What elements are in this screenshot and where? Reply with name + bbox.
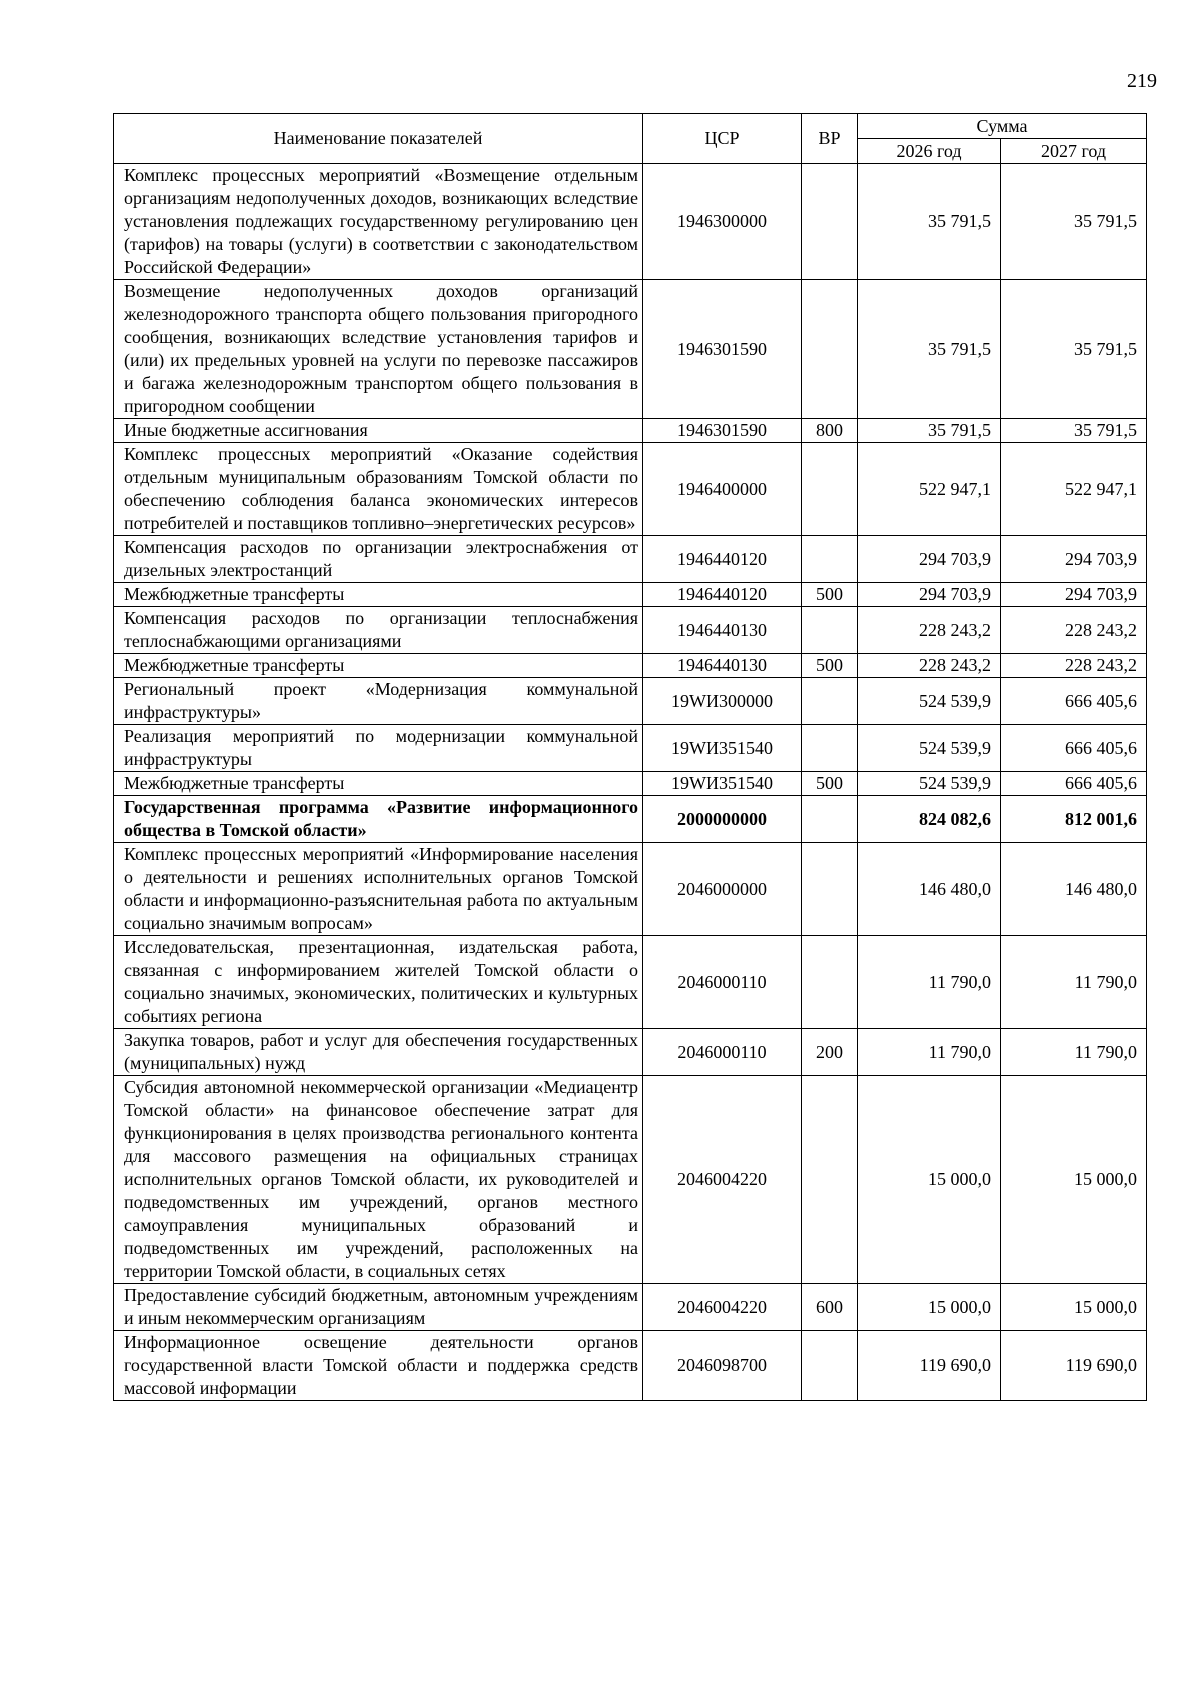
table-row — [114, 678, 1147, 725]
row-csr-cell: 1946301590 — [643, 280, 802, 419]
row-name-cell: Предоставление субсидий бюджетным, автономным учреждениям и иным некоммерческим организациям — [114, 1284, 643, 1331]
table-row — [114, 843, 1147, 936]
row-csr-cell: 1946440120 — [643, 536, 802, 583]
row-vr-cell: 200 — [802, 1029, 858, 1076]
table-row — [114, 936, 1147, 1029]
row-name-cell: Возмещение недополученных доходов организаций железнодорожного транспорта общего пользования пригородного сообщения, возникающих вследствие установления тарифов и (или) их предельных уровней на услуги по перевозке пассажиров и багажа железнодорожным транспортом общего пользования в пригородном сообщении — [114, 280, 643, 419]
row-vr-cell: 600 — [802, 1284, 858, 1331]
header-year-2027: 2027 год — [1001, 139, 1147, 164]
page-number: 219 — [1127, 70, 1157, 92]
row-amount-2027-cell: 666 405,6 — [1001, 678, 1147, 725]
row-name-cell: Компенсация расходов по организации электроснабжения от дизельных электростанций — [114, 536, 643, 583]
row-vr-cell — [802, 678, 858, 725]
table-row — [114, 280, 1147, 419]
table-row — [114, 419, 1147, 443]
row-csr-cell: 2046000000 — [643, 843, 802, 936]
row-amount-2026-cell: 228 243,2 — [858, 654, 1001, 678]
table-row — [114, 443, 1147, 536]
row-csr-cell: 1946400000 — [643, 443, 802, 536]
row-amount-2026-cell: 522 947,1 — [858, 443, 1001, 536]
row-amount-2027-cell: 146 480,0 — [1001, 843, 1147, 936]
row-amount-2026-cell: 524 539,9 — [858, 678, 1001, 725]
row-name-cell: Информационное освещение деятельности органов государственной власти Томской области и поддержка средств массовой информации — [114, 1331, 643, 1401]
row-amount-2026-cell: 35 791,5 — [858, 280, 1001, 419]
row-name-cell: Иные бюджетные ассигнования — [114, 419, 643, 443]
row-csr-cell: 2046000110 — [643, 936, 802, 1029]
header-name: Наименование показателей — [114, 114, 643, 164]
row-amount-2027-cell: 666 405,6 — [1001, 725, 1147, 772]
row-csr-cell: 2046098700 — [643, 1331, 802, 1401]
row-csr-cell: 2046004220 — [643, 1284, 802, 1331]
row-amount-2027-cell: 35 791,5 — [1001, 419, 1147, 443]
row-amount-2026-cell: 228 243,2 — [858, 607, 1001, 654]
row-name-cell: Региональный проект «Модернизация коммунальной инфраструктуры» — [114, 678, 643, 725]
row-name-cell: Межбюджетные трансферты — [114, 654, 643, 678]
header-csr: ЦСР — [643, 114, 802, 164]
row-name-cell: Закупка товаров, работ и услуг для обеспечения государственных (муниципальных) нужд — [114, 1029, 643, 1076]
row-amount-2026-cell: 11 790,0 — [858, 1029, 1001, 1076]
header-sum: Сумма — [858, 114, 1147, 139]
table-row — [114, 607, 1147, 654]
row-name-cell: Комплекс процессных мероприятий «Информирование населения о деятельности и решениях исполнительных органов Томской области и информационно-разъяснительная работа по актуальным социально значимым вопросам» — [114, 843, 643, 936]
row-name-cell: Исследовательская, презентационная, издательская работа, связанная с информированием жителей Томской области о социально значимых, экономических, политических и культурных событиях региона — [114, 936, 643, 1029]
row-amount-2026-cell: 119 690,0 — [858, 1331, 1001, 1401]
table-row — [114, 725, 1147, 772]
table-row — [114, 1029, 1147, 1076]
row-name-cell: Государственная программа «Развитие информационного общества в Томской области» — [114, 796, 643, 843]
row-csr-cell: 19WИ351540 — [643, 772, 802, 796]
row-csr-cell: 1946440130 — [643, 607, 802, 654]
row-name-cell: Реализация мероприятий по модернизации коммунальной инфраструктуры — [114, 725, 643, 772]
row-amount-2026-cell: 146 480,0 — [858, 843, 1001, 936]
row-amount-2026-cell: 35 791,5 — [858, 419, 1001, 443]
table-body — [114, 164, 1147, 1401]
row-amount-2026-cell: 524 539,9 — [858, 772, 1001, 796]
row-amount-2026-cell: 15 000,0 — [858, 1076, 1001, 1284]
row-name-cell: Межбюджетные трансферты — [114, 583, 643, 607]
table-row — [114, 796, 1147, 843]
row-csr-cell: 2000000000 — [643, 796, 802, 843]
row-vr-cell — [802, 443, 858, 536]
row-vr-cell — [802, 725, 858, 772]
row-vr-cell — [802, 164, 858, 280]
row-csr-cell: 19WИ351540 — [643, 725, 802, 772]
row-amount-2027-cell: 11 790,0 — [1001, 936, 1147, 1029]
row-vr-cell: 800 — [802, 419, 858, 443]
row-amount-2027-cell: 15 000,0 — [1001, 1284, 1147, 1331]
row-name-cell: Компенсация расходов по организации теплоснабжения теплоснабжающими организациями — [114, 607, 643, 654]
row-vr-cell — [802, 843, 858, 936]
row-csr-cell: 2046004220 — [643, 1076, 802, 1284]
row-amount-2026-cell: 294 703,9 — [858, 583, 1001, 607]
table-row — [114, 583, 1147, 607]
row-vr-cell — [802, 1331, 858, 1401]
row-amount-2027-cell: 812 001,6 — [1001, 796, 1147, 843]
table-row — [114, 654, 1147, 678]
table-header-row — [114, 114, 1147, 139]
row-amount-2027-cell: 11 790,0 — [1001, 1029, 1147, 1076]
row-amount-2027-cell: 294 703,9 — [1001, 583, 1147, 607]
row-csr-cell: 2046000110 — [643, 1029, 802, 1076]
row-amount-2027-cell: 15 000,0 — [1001, 1076, 1147, 1284]
row-name-cell: Субсидия автономной некоммерческой организации «Медиацентр Томской области» на финансовое обеспечение затрат для функционирования в целях производства регионального контента для массового размещения на официальных страницах исполнительных органов Томской области, их руководителей и подведомственных им учреждений, органов местного самоуправления муниципальных образований и подведомственных им учреждений, расположенных на территории Томской области, в социальных сетях — [114, 1076, 643, 1284]
table-row — [114, 772, 1147, 796]
table-row — [114, 1076, 1147, 1284]
row-csr-cell: 1946300000 — [643, 164, 802, 280]
budget-table — [113, 113, 1147, 1401]
row-csr-cell: 1946440120 — [643, 583, 802, 607]
table-row — [114, 1331, 1147, 1401]
row-name-cell: Межбюджетные трансферты — [114, 772, 643, 796]
header-vr: ВР — [802, 114, 858, 164]
table-row — [114, 536, 1147, 583]
row-amount-2026-cell: 524 539,9 — [858, 725, 1001, 772]
row-vr-cell — [802, 796, 858, 843]
row-amount-2027-cell: 294 703,9 — [1001, 536, 1147, 583]
row-amount-2027-cell: 35 791,5 — [1001, 164, 1147, 280]
row-amount-2027-cell: 119 690,0 — [1001, 1331, 1147, 1401]
row-vr-cell: 500 — [802, 772, 858, 796]
row-name-cell: Комплекс процессных мероприятий «Возмещение отдельным организациям недополученных доходов, возникающих вследствие установления подлежащих государственному регулированию цен (тарифов) на товары (услуги) в соответствии с законодательством Российской Федерации» — [114, 164, 643, 280]
row-vr-cell: 500 — [802, 654, 858, 678]
row-amount-2026-cell: 15 000,0 — [858, 1284, 1001, 1331]
header-year-2026: 2026 год — [858, 139, 1001, 164]
row-vr-cell — [802, 536, 858, 583]
row-amount-2027-cell: 35 791,5 — [1001, 280, 1147, 419]
row-amount-2027-cell: 666 405,6 — [1001, 772, 1147, 796]
row-amount-2026-cell: 35 791,5 — [858, 164, 1001, 280]
row-name-cell: Комплекс процессных мероприятий «Оказание содействия отдельным муниципальным образованиям Томской области по обеспечению соблюдения баланса экономических интересов потребителей и поставщиков топливно–энергетических ресурсов» — [114, 443, 643, 536]
table-row — [114, 164, 1147, 280]
table-row — [114, 1284, 1147, 1331]
row-amount-2027-cell: 228 243,2 — [1001, 607, 1147, 654]
row-vr-cell — [802, 607, 858, 654]
row-vr-cell — [802, 1076, 858, 1284]
row-amount-2027-cell: 228 243,2 — [1001, 654, 1147, 678]
row-vr-cell: 500 — [802, 583, 858, 607]
row-amount-2026-cell: 11 790,0 — [858, 936, 1001, 1029]
row-csr-cell: 1946440130 — [643, 654, 802, 678]
row-csr-cell: 1946301590 — [643, 419, 802, 443]
row-vr-cell — [802, 280, 858, 419]
row-amount-2027-cell: 522 947,1 — [1001, 443, 1147, 536]
row-csr-cell: 19WИ300000 — [643, 678, 802, 725]
row-amount-2026-cell: 294 703,9 — [858, 536, 1001, 583]
row-vr-cell — [802, 936, 858, 1029]
row-amount-2026-cell: 824 082,6 — [858, 796, 1001, 843]
